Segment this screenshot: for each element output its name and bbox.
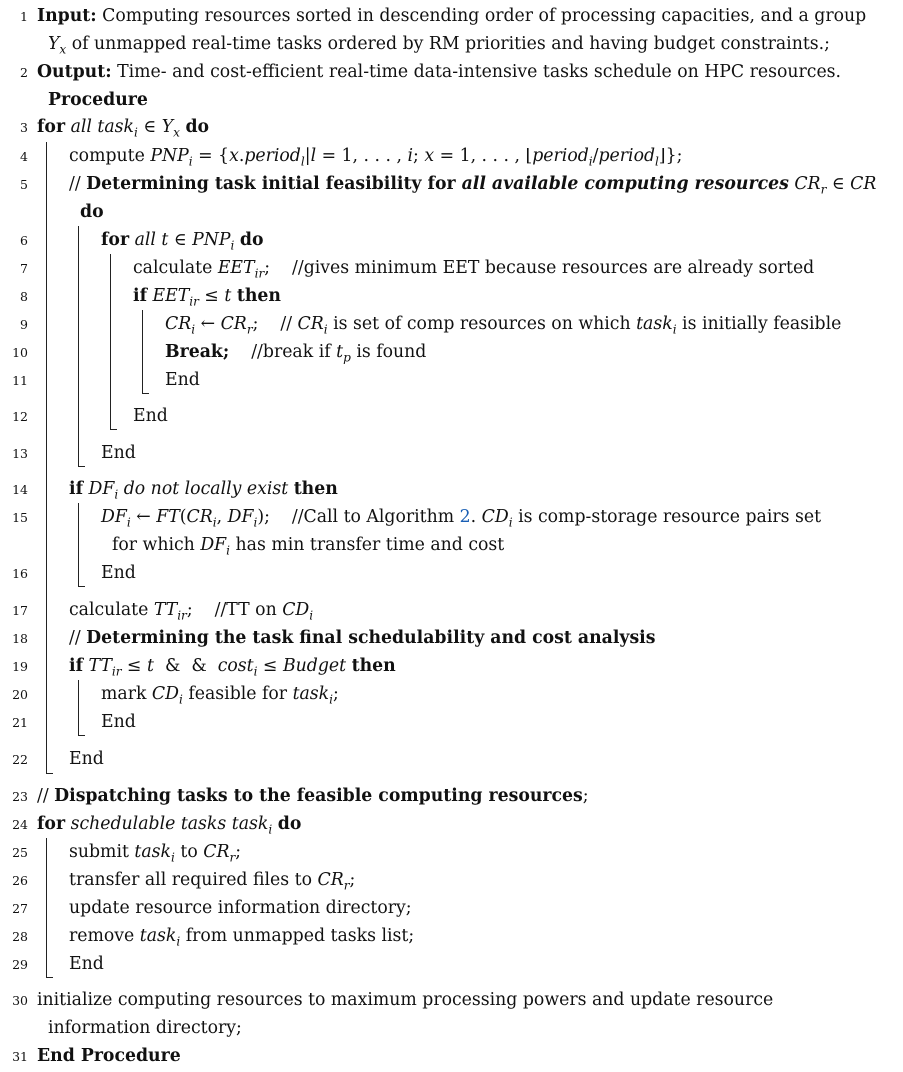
line-number: 15 xyxy=(12,510,28,525)
line-number: 27 xyxy=(12,901,28,916)
line-text: for schedulable tasks task$_i$ do xyxy=(37,814,302,837)
line-number: 2 xyxy=(20,65,28,80)
algorithm-line-4 xyxy=(0,142,903,170)
line-text: // Determining task initial feasibility for all available computing resources $CR_r$ ∈ CR do xyxy=(69,174,877,222)
line-text: Break; //break if $t_p$ is found xyxy=(165,342,427,365)
line-number: 7 xyxy=(20,261,28,276)
line-number: 22 xyxy=(12,752,28,767)
algorithm-line-10 xyxy=(0,338,903,366)
line-text: End xyxy=(101,563,136,583)
line-text: update resource information directory; xyxy=(69,898,412,918)
line-number: 28 xyxy=(12,929,28,944)
algorithm-line-13 xyxy=(0,439,903,467)
algorithm-line-28 xyxy=(0,922,903,950)
line-number: 31 xyxy=(12,1049,28,1064)
algorithm-line-16 xyxy=(0,559,903,587)
line-text: $CR_i$ ← $CR_r$; // $CR_i$ is set of comp resources on which task$_i$ is initially feasible xyxy=(165,314,842,337)
line-number: 20 xyxy=(12,687,28,702)
algorithm-line-11 xyxy=(0,366,903,394)
line-text: for all t ∈ $PNP_i$ do xyxy=(101,230,264,253)
line-number: 18 xyxy=(12,631,28,646)
line-number: 24 xyxy=(12,817,28,832)
line-text: End xyxy=(133,406,168,426)
algorithm-line-1 xyxy=(0,2,903,58)
algorithm-line-18 xyxy=(0,624,903,652)
line-text: $DF_i$ ← $FT(CR_i$, $DF_i$); //Call to Algorithm 2. $CD_i$ is comp-storage resource pairs set for which $DF_i$ has min transfer time and cost xyxy=(101,507,822,558)
line-text: transfer all required files to $CR_r$; xyxy=(69,870,356,893)
algorithm-line-21 xyxy=(0,708,903,736)
line-number: 3 xyxy=(20,120,28,135)
line-number: 25 xyxy=(12,845,28,860)
line-text: End xyxy=(165,370,200,390)
line-text: compute $PNP_i$ = {x.period$_l$|l = 1, . . . , i; x = 1, . . . , ⌊period$_i$/period$_l$⌋}; xyxy=(69,146,683,169)
line-number: 8 xyxy=(20,289,28,304)
line-number: 1 xyxy=(20,9,28,24)
line-number: 13 xyxy=(12,446,28,461)
algorithm-line-15 xyxy=(0,503,903,559)
line-number: 6 xyxy=(20,233,28,248)
algorithm-line-9 xyxy=(0,310,903,338)
line-text: submit task$_i$ to $CR_r$; xyxy=(69,842,242,865)
line-text: // Determining the task final schedulability and cost analysis xyxy=(69,628,656,648)
algorithm-line-30 xyxy=(0,986,903,1042)
algorithm-line-7 xyxy=(0,254,903,282)
line-number: 10 xyxy=(12,345,28,360)
line-text: mark $CD_i$ feasible for task$_i$; xyxy=(101,684,339,707)
line-text: Output: Time- and cost-efficient real-time data-intensive tasks schedule on HPC resources. Procedure xyxy=(37,62,842,110)
algorithm-line-19 xyxy=(0,652,903,680)
line-text: End xyxy=(69,954,104,974)
algorithm-line-24 xyxy=(0,810,903,838)
algorithm-line-22 xyxy=(0,745,903,773)
line-text: calculate $EET_{ir}$; //gives minimum EET because resources are already sorted xyxy=(133,258,815,281)
algorithm-line-6 xyxy=(0,226,903,254)
algorithm-line-23 xyxy=(0,782,903,810)
line-number: 29 xyxy=(12,957,28,972)
line-text: if $DF_i$ do not locally exist then xyxy=(69,479,338,502)
algorithm-line-17 xyxy=(0,596,903,624)
line-text: End xyxy=(101,712,136,732)
line-number: 4 xyxy=(20,149,28,164)
line-number: 5 xyxy=(20,177,28,192)
algorithm-line-8 xyxy=(0,282,903,310)
line-number: 12 xyxy=(12,409,28,424)
line-text: End Procedure xyxy=(37,1046,181,1066)
block-end-for-task xyxy=(46,773,53,774)
line-text: if $TT_{ir} \le t$ & & cost$_i$ ≤ Budget then xyxy=(69,656,396,679)
line-text: // Dispatching tasks to the feasible computing resources; xyxy=(37,786,589,806)
line-text: if $EET_{ir} \le t$ then xyxy=(133,286,281,309)
line-text: End xyxy=(101,443,136,463)
line-text: End xyxy=(69,749,104,769)
algorithm-line-20 xyxy=(0,680,903,708)
algorithm-line-27 xyxy=(0,894,903,922)
algorithm-line-25 xyxy=(0,838,903,866)
line-text: calculate $TT_{ir}$; //TT on $CD_i$ xyxy=(69,600,314,623)
line-number: 14 xyxy=(12,482,28,497)
algorithm-line-29 xyxy=(0,950,903,978)
algorithm-line-2 xyxy=(0,58,903,114)
algorithm-line-31 xyxy=(0,1042,903,1070)
algorithm-line-12 xyxy=(0,402,903,430)
algorithm-line-5 xyxy=(0,170,903,226)
algorithm-line-26 xyxy=(0,866,903,894)
line-number: 26 xyxy=(12,873,28,888)
line-number: 17 xyxy=(12,603,28,618)
line-number: 19 xyxy=(12,659,28,674)
line-text: Input: Computing resources sorted in descending order of processing capacities, and a group $Y_x$ of unmapped real-time tasks ordered by RM priorities and having budget constraints.; xyxy=(37,6,867,57)
line-number: 9 xyxy=(20,317,28,332)
line-number: 11 xyxy=(12,373,28,388)
line-number: 30 xyxy=(12,993,28,1008)
line-text: remove task$_i$ from unmapped tasks list; xyxy=(69,926,415,949)
line-text: for all task$_i$ ∈ $Y_x$ do xyxy=(37,117,210,140)
line-number: 21 xyxy=(12,715,28,730)
line-number: 16 xyxy=(12,566,28,581)
line-text: initialize computing resources to maximum processing powers and update resource information directory; xyxy=(37,990,774,1038)
algorithm-line-3 xyxy=(0,113,903,141)
line-number: 23 xyxy=(12,789,28,804)
algorithm-line-14 xyxy=(0,475,903,503)
